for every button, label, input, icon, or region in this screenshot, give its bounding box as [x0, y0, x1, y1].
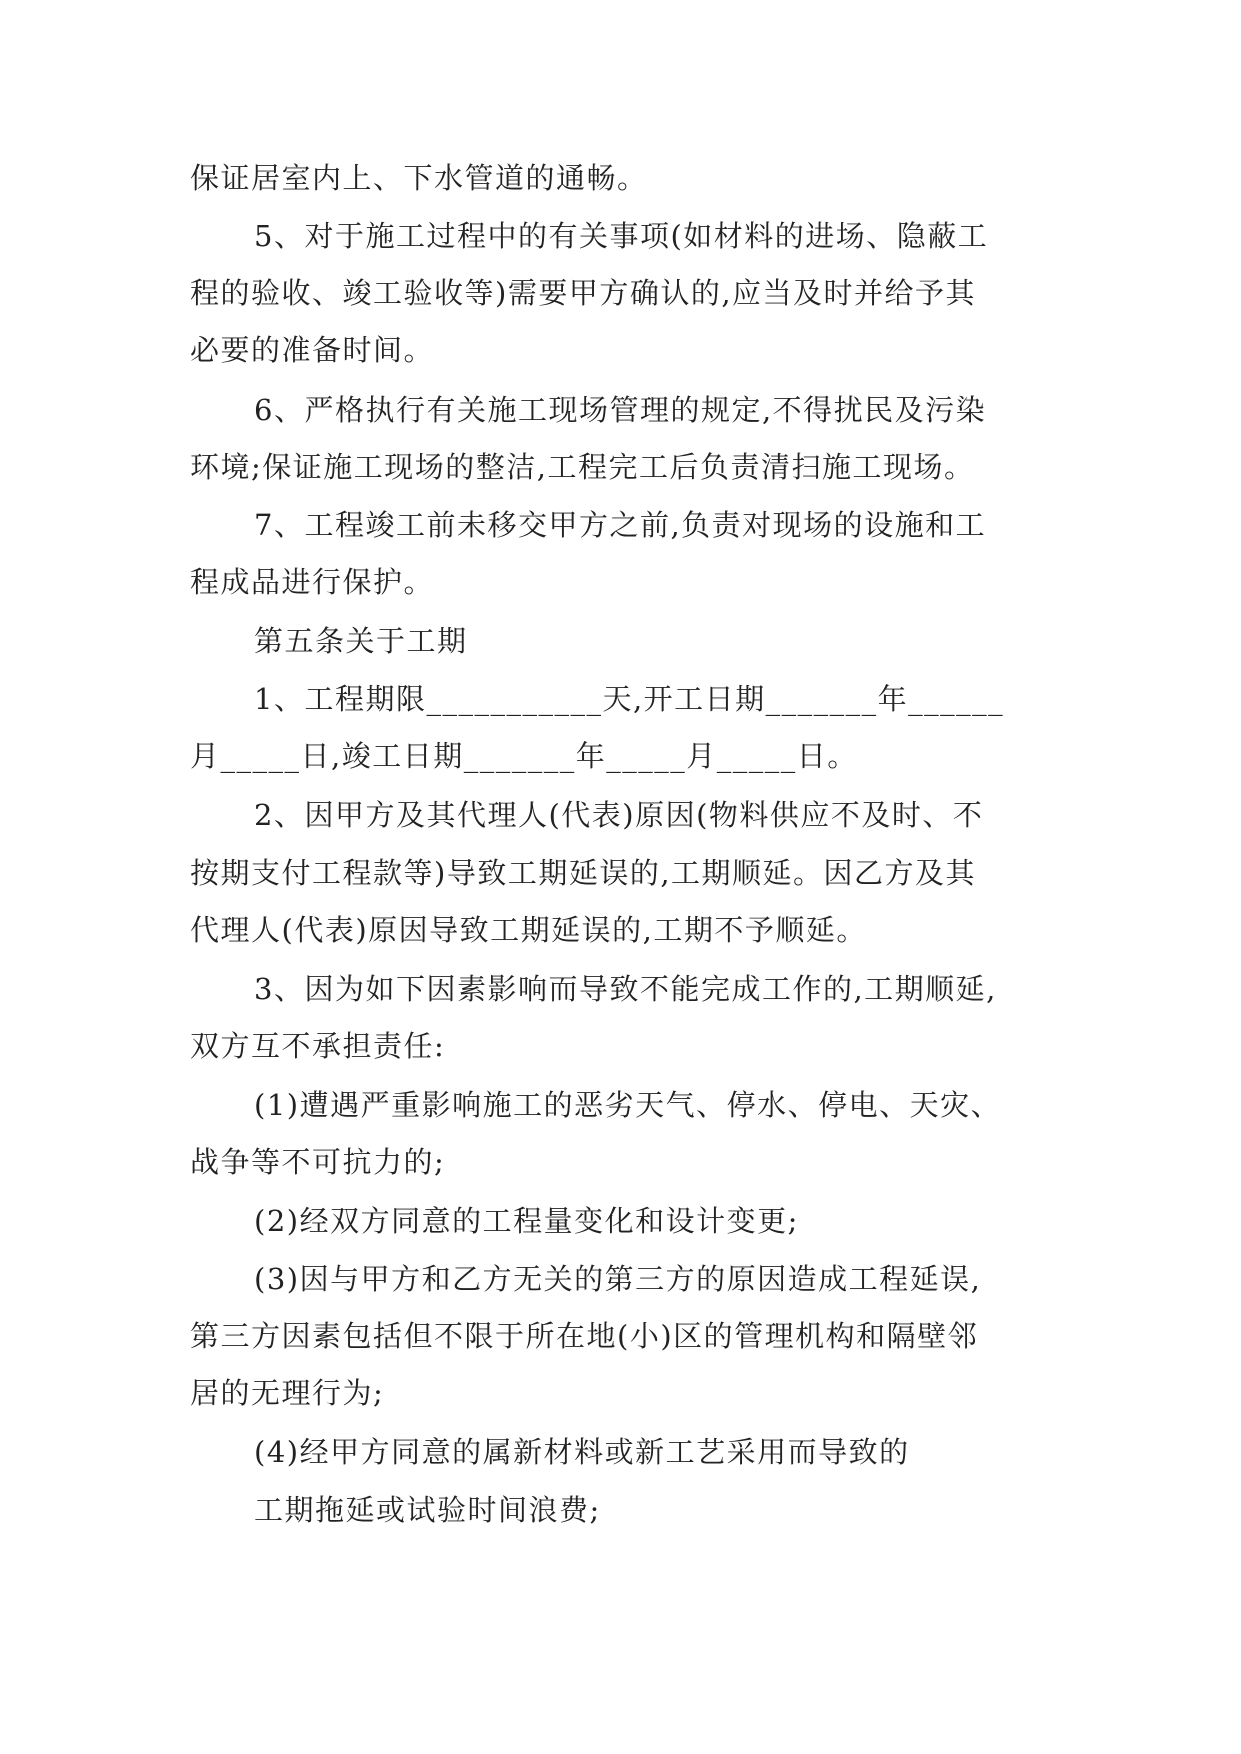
text-line: 工期拖延或试验时间浪费;: [254, 1493, 601, 1527]
text-line: 战争等不可抗力的;: [190, 1145, 446, 1179]
text-line: 程成品进行保护。: [190, 565, 435, 599]
text-line: 2、因甲方及其代理人(代表)原因(物料供应不及时、不: [254, 798, 984, 832]
text-line: 7、工程竣工前未移交甲方之前,负责对现场的设施和工: [254, 508, 987, 542]
section-heading: 第五条关于工期: [254, 624, 468, 658]
text-line: 居的无理行为;: [190, 1376, 385, 1410]
text-line: 程的验收、竣工验收等)需要甲方确认的,应当及时并给予其: [190, 276, 977, 310]
text-line: 6、严格执行有关施工现场管理的规定,不得扰民及污染: [254, 393, 987, 427]
text-line: (2)经双方同意的工程量变化和设计变更;: [254, 1204, 799, 1238]
text-line: (4)经甲方同意的属新材料或新工艺采用而导致的: [254, 1435, 910, 1469]
text-line: 月_____日,竣工日期_______年_____月_____日。: [190, 739, 858, 773]
text-line: (1)遭遇严重影响施工的恶劣天气、停水、停电、天灾、: [254, 1088, 1002, 1122]
text-line: (3)因与甲方和乙方无关的第三方的原因造成工程延误,: [254, 1262, 982, 1296]
text-line: 必要的准备时间。: [190, 333, 435, 367]
text-line: 代理人(代表)原因导致工期延误的,工期不予顺延。: [190, 913, 867, 947]
text-line: 保证居室内上、下水管道的通畅。: [190, 161, 648, 195]
text-line: 5、对于施工过程中的有关事项(如材料的进场、隐蔽工: [254, 219, 989, 253]
text-line: 3、因为如下因素影响而导致不能完成工作的,工期顺延,: [254, 972, 997, 1006]
text-line: 第三方因素包括但不限于所在地(小)区的管理机构和隔壁邻: [190, 1319, 979, 1353]
text-line: 按期支付工程款等)导致工期延误的,工期顺延。因乙方及其: [190, 856, 977, 890]
text-line: 环境;保证施工现场的整洁,工程完工后负责清扫施工现场。: [190, 450, 975, 484]
text-line: 双方互不承担责任:: [190, 1029, 446, 1063]
text-line: 1、工程期限___________天,开工日期_______年______: [254, 682, 1005, 716]
